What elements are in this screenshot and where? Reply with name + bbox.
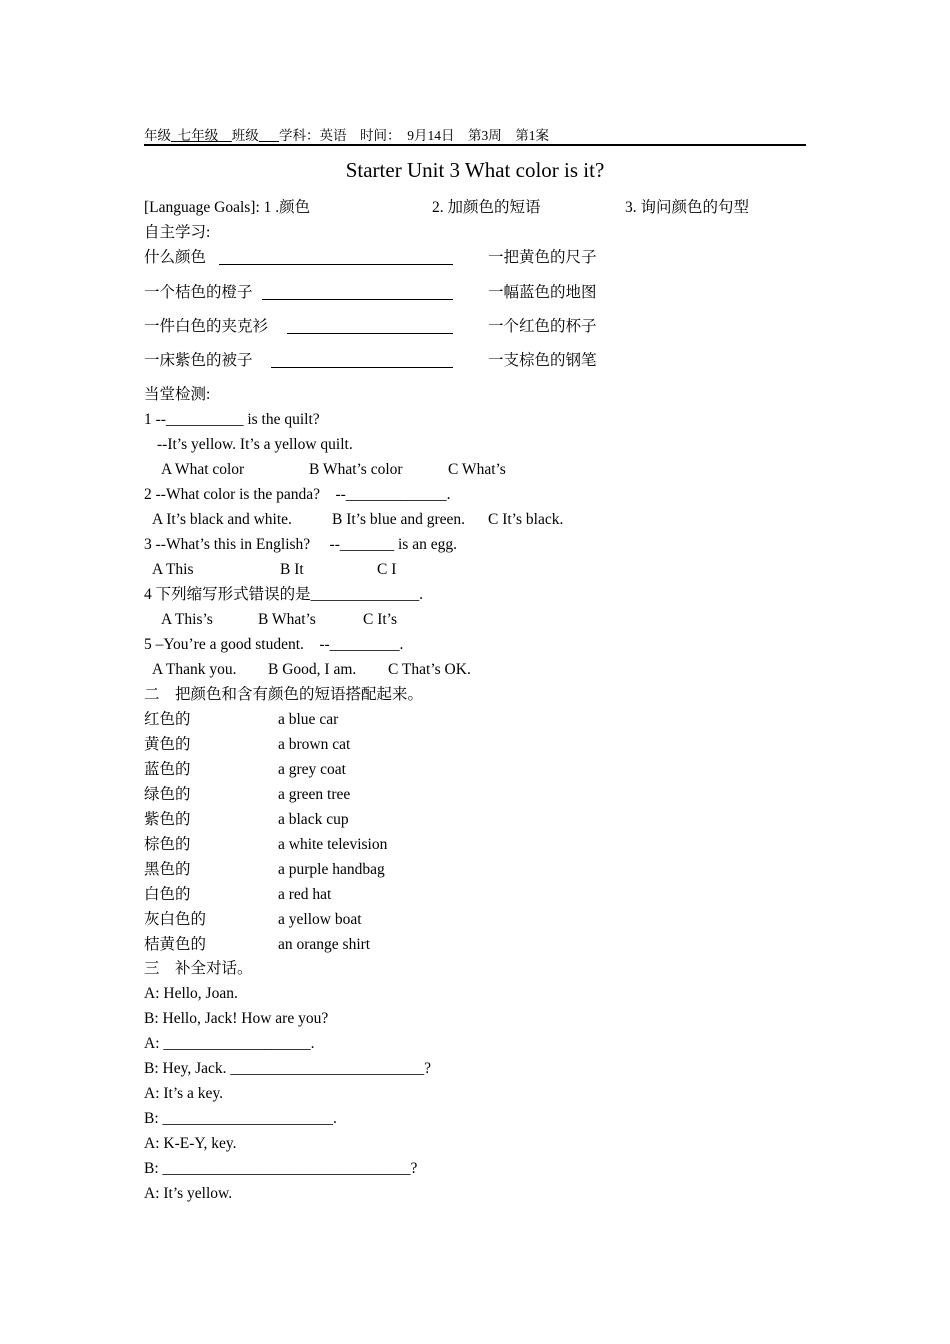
- match-color-item[interactable]: 棕色的: [144, 836, 191, 853]
- goal-3: 3. 询问颜色的句型: [625, 199, 750, 216]
- option-a[interactable]: A This: [152, 561, 194, 578]
- option-a[interactable]: A Thank you.: [152, 661, 237, 678]
- option-a[interactable]: A What color: [161, 461, 245, 478]
- dialogue-line: A: It’s yellow.: [144, 1185, 233, 1202]
- class-label: 班级: [231, 128, 259, 143]
- self-study-item: 一个红色的杯子: [488, 318, 597, 335]
- time: 时间： 9月14日: [360, 128, 455, 143]
- match-color-item[interactable]: 黄色的: [144, 736, 191, 753]
- self-study-heading: 自主学习:: [144, 224, 211, 241]
- grade-label: 年级: [144, 128, 171, 143]
- dialogue-line: A: It’s a key.: [144, 1085, 224, 1102]
- question-2: 2 --What color is the panda? --_____________.: [144, 486, 451, 503]
- option-b[interactable]: B Good, I am.: [268, 661, 357, 678]
- match-phrase-item[interactable]: an orange shirt: [278, 936, 371, 953]
- match-color-item[interactable]: 黑色的: [144, 861, 191, 878]
- option-c[interactable]: C What’s: [448, 461, 506, 478]
- option-c[interactable]: C It’s: [363, 611, 398, 628]
- option-b[interactable]: B It: [280, 561, 304, 578]
- grade-value: 七年级: [177, 128, 219, 143]
- dialogue-line: A: Hello, Joan.: [144, 985, 238, 1002]
- match-phrase-item[interactable]: a white television: [278, 836, 388, 853]
- self-study-item: 什么颜色: [144, 249, 207, 266]
- match-phrase-item[interactable]: a yellow boat: [278, 911, 362, 928]
- goal-2: 2. 加颜色的短语: [432, 199, 541, 216]
- answer-blank[interactable]: [271, 353, 453, 368]
- option-a[interactable]: A It’s black and white.: [152, 511, 292, 528]
- dialogue-line: A: ___________________.: [144, 1035, 315, 1052]
- matching-heading: 二 把颜色和含有颜色的短语搭配起来。: [144, 686, 424, 703]
- match-phrase-item[interactable]: a brown cat: [278, 736, 351, 753]
- match-color-item[interactable]: 红色的: [144, 711, 191, 728]
- dialogue-line: A: K-E-Y, key.: [144, 1135, 237, 1152]
- lesson: 第1案: [515, 128, 549, 143]
- answer-blank[interactable]: [219, 250, 453, 265]
- option-b[interactable]: B What’s color: [309, 461, 403, 478]
- self-study-item: 一把黄色的尺子: [488, 249, 597, 266]
- match-color-item[interactable]: 白色的: [144, 886, 191, 903]
- dialogue-line: B: Hello, Jack! How are you?: [144, 1010, 329, 1027]
- self-study-item: 一幅蓝色的地图: [488, 284, 597, 301]
- self-study-item: 一个桔色的橙子: [144, 284, 253, 301]
- subject: 学科：英语: [279, 128, 347, 143]
- match-phrase-item[interactable]: a green tree: [278, 786, 351, 803]
- match-color-item[interactable]: 桔黄色的: [144, 936, 207, 953]
- self-study-item: 一件白色的夹克衫: [144, 318, 269, 335]
- match-phrase-item[interactable]: a grey coat: [278, 761, 346, 778]
- dialogue-line: B: ______________________.: [144, 1110, 337, 1127]
- match-phrase-item[interactable]: a purple handbag: [278, 861, 385, 878]
- self-study-item: 一床紫色的被子: [144, 352, 253, 369]
- question-4: 4 下列缩写形式错误的是______________.: [144, 586, 424, 603]
- answer-blank[interactable]: [262, 285, 453, 300]
- self-study-item: 一支棕色的钢笔: [488, 352, 597, 369]
- option-c[interactable]: C That’s OK.: [388, 661, 471, 678]
- quiz-heading: 当堂检测:: [144, 386, 211, 403]
- page-title: Starter Unit 3 What color is it?: [345, 158, 605, 182]
- goals-label: [Language Goals]: 1 .颜色: [144, 199, 311, 216]
- dialogue-heading: 三 补全对话。: [144, 960, 253, 977]
- option-c[interactable]: C I: [377, 561, 397, 578]
- question-1-answer: --It’s yellow. It’s a yellow quilt.: [157, 436, 353, 453]
- option-c[interactable]: C It’s black.: [488, 511, 564, 528]
- match-color-item[interactable]: 绿色的: [144, 786, 191, 803]
- question-3: 3 --What’s this in English? --_______ is an egg.: [144, 536, 457, 553]
- worksheet-header: [144, 124, 806, 146]
- match-phrase-item[interactable]: a red hat: [278, 886, 332, 903]
- week: 第3周: [468, 128, 502, 143]
- match-color-item[interactable]: 蓝色的: [144, 761, 191, 778]
- dialogue-line: B: Hey, Jack. _________________________?: [144, 1060, 432, 1077]
- question-1: 1 --__________ is the quilt?: [144, 411, 320, 428]
- option-a[interactable]: A This’s: [161, 611, 213, 628]
- match-color-item[interactable]: 紫色的: [144, 811, 191, 828]
- match-color-item[interactable]: 灰白色的: [144, 911, 207, 928]
- dialogue-line: B: ________________________________?: [144, 1160, 418, 1177]
- match-phrase-item[interactable]: a black cup: [278, 811, 349, 828]
- question-5: 5 –You’re a good student. --_________.: [144, 636, 404, 653]
- option-b[interactable]: B It’s blue and green.: [332, 511, 466, 528]
- match-phrase-item[interactable]: a blue car: [278, 711, 339, 728]
- answer-blank[interactable]: [287, 319, 453, 334]
- option-b[interactable]: B What’s: [258, 611, 316, 628]
- class-blank: [259, 128, 279, 143]
